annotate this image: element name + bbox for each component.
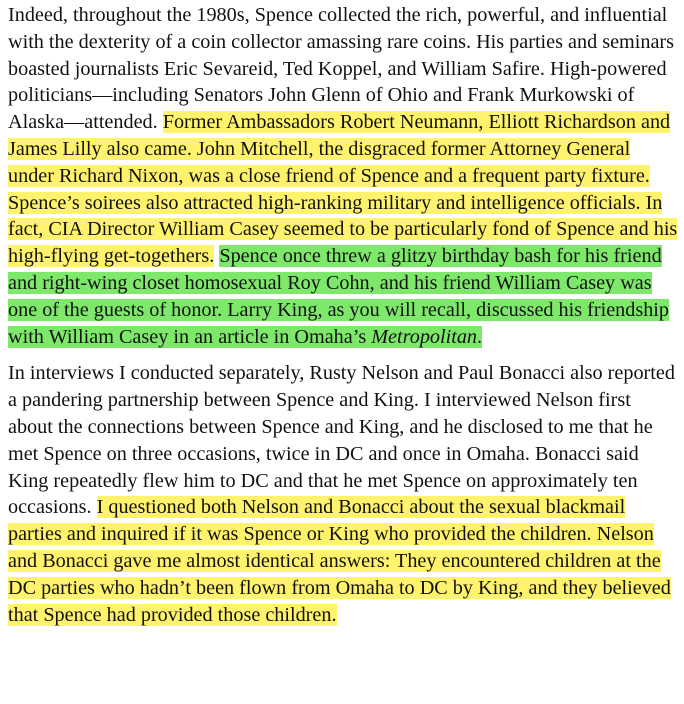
paragraph-2-yellow-highlight: I questioned both Nelson and Bonacci about the sexual blackmail parties and inquired if it was Spence or King who provided the children. Nelson and Bonacci gave me almost identical answers: They encountered children at the DC parties who hadn’t been flown from Omaha to DC by King, and they believed that Spence had provided those children. <box>8 496 671 626</box>
green-highlight-period: . <box>477 325 483 348</box>
paragraph-1-plain-text: Indeed, throughout the 1980s, Spence collected the rich, powerful, and influential with the dexterity of a coin collector amassing rare coins. His parties and seminars boasted journalists Eric Sevareid, Ted Koppel, and William Safire. High-powered politicians—including Senators John Glenn of Ohio and Frank Murkowski of Alaska—attended. <box>8 4 674 134</box>
metropolitan-italic: Metropolitan <box>371 325 478 348</box>
paragraph-1 <box>8 2 678 350</box>
paragraph-2 <box>8 360 678 628</box>
paragraph-1-yellow-highlight: Former Ambassadors Robert Neumann, Elliott Richardson and James Lilly also came. John Mitchell, the disgraced former Attorney General under Richard Nixon, was a close friend of Spence and a frequent party fixture. Spence’s soirees also attracted high-ranking military and intelligence officials. In fact, CIA Director William Casey seemed to be particularly fond of Spence and his high-flying get-togethers. <box>8 111 678 268</box>
paragraph-2-plain-text: In interviews I conducted separately, Rusty Nelson and Paul Bonacci also reported a pandering partnership between Spence and King. I interviewed Nelson first about the connections between Spence and King, and he disclosed to me that he met Spence on three occasions, twice in DC and once in Omaha. Bonacci said King repeatedly flew him to DC and that he met Spence on approximately ten occasions. <box>8 362 675 519</box>
green-highlight-text: Spence once threw a glitzy birthday bash for his friend and right-wing closet homosexual Roy Cohn, and his friend William Casey was one of the guests of honor. Larry King, as you will recall, discussed his friendship with William Casey in an article in Omaha’s <box>8 245 670 348</box>
